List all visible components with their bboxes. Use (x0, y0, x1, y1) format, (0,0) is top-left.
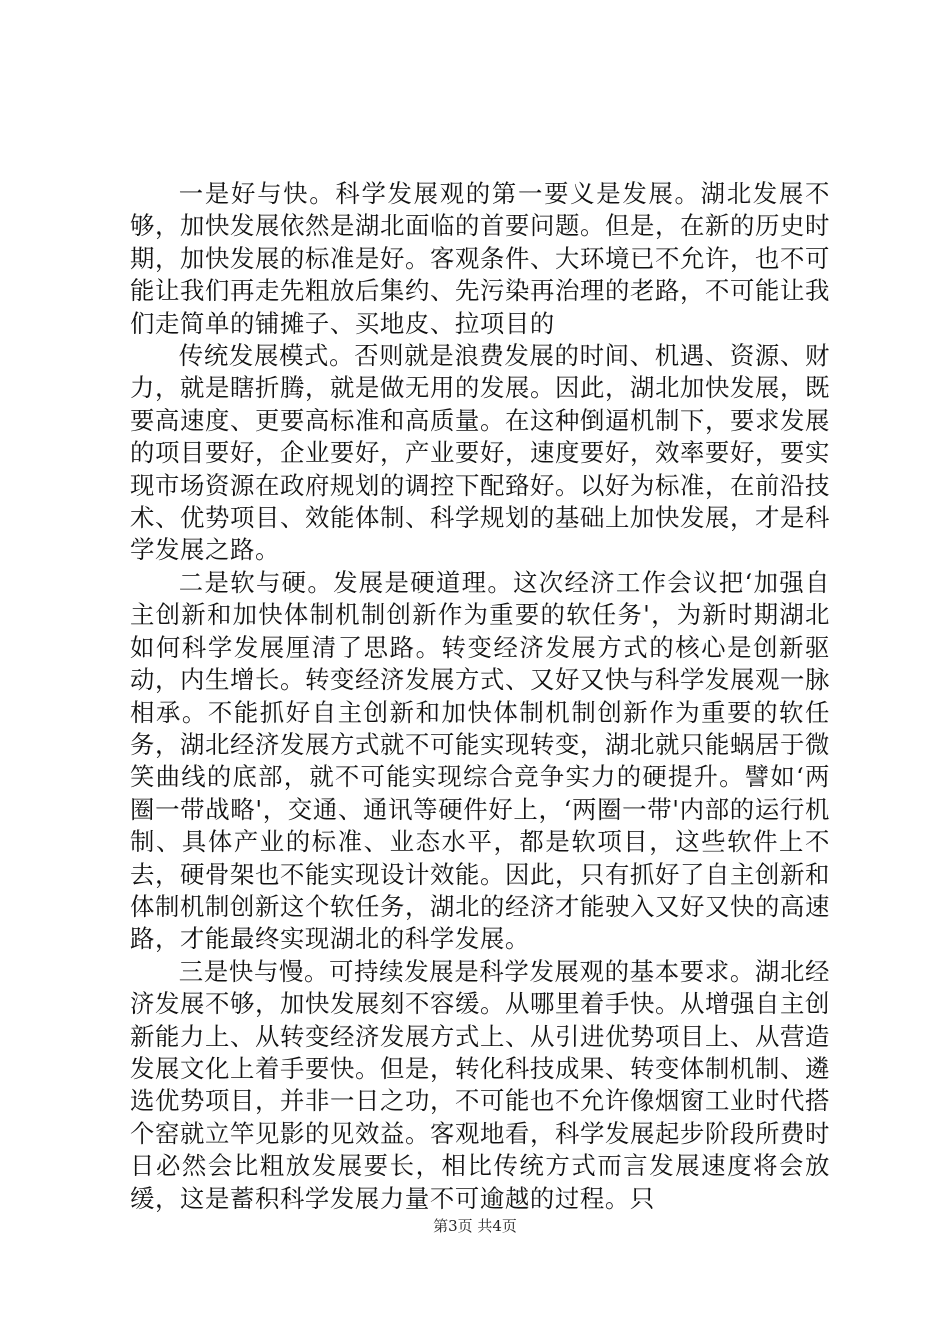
document-body (130, 178, 830, 1215)
paragraph-fast-and-slow: 三是快与慢。可持续发展是科学发展观的基本要求。湖北经济发展不够，加快发展刻不容缓。从哪里着手快。从增强自主创新能力上、从转变经济发展方式上、从引进优势项目上、从营造发展文化上着手要快。但是，转化科技成果、转变体制机制、遴选优势项目，并非一日之功，不可能也不允许像烟窗工业时代搭个窑就立竿见影的见效益。客观地看，科学发展起步阶段所费时日必然会比粗放发展要长，相比传统方式而言发展速度将会放缓，这是蓄积科学发展力量不可逾越的过程。只 (130, 956, 830, 1213)
paragraph-soft-and-hard: 二是软与硬。发展是硬道理。这次经济工作会议把‘加强自主创新和加快体制机制创新作为重要的软任务'，为新时期湖北如何科学发展厘清了思路。转变经济发展方式的核心是创新驱动，内生增长。转变经济发展方式、又好又快与科学发展观一脉相承。不能抓好自主创新和加快体制机制创新作为重要的软任务，湖北经济发展方式就不可能实现转变，湖北就只能蜗居于微笑曲线的底部，就不可能实现综合竞争实力的硬提升。譬如‘两圈一带战略'，交通、通讯等硬件好上，‘两圈一带'内部的运行机制、具体产业的标准、业态水平，都是软项目，这些软件上不去，硬骨架也不能实现设计效能。因此，只有抓好了自主创新和体制机制创新这个软任务，湖北的经济才能驶入又好又快的高速路，才能最终实现湖北的科学发展。 (130, 567, 830, 954)
page-footer (0, 1216, 950, 1236)
page-number-label: 第3页 共4页 (433, 1217, 517, 1235)
paragraph-traditional-mode: 传统发展模式。否则就是浪费发展的时间、机遇、资源、财力，就是瞎折腾，就是做无用的发展。因此，湖北加快发展，既要高速度、更要高标准和高质量。在这种倒逼机制下，要求发展的项目要好，企业要好，产业要好，速度要好，效率要好，要实现市场资源在政府规划的调控下配臵好。以好为标准，在前沿技术、优势项目、效能体制、科学规划的基础上加快发展，才是科学发展之路。 (130, 341, 830, 565)
paragraph-good-and-fast: 一是好与快。科学发展观的第一要义是发展。湖北发展不够，加快发展依然是湖北面临的首要问题。但是，在新的历史时期，加快发展的标准是好。客观条件、大环境已不允许，也不可能让我们再走先粗放后集约、先污染再治理的老路，不可能让我们走简单的铺摊子、买地皮、拉项目的 (130, 179, 830, 338)
